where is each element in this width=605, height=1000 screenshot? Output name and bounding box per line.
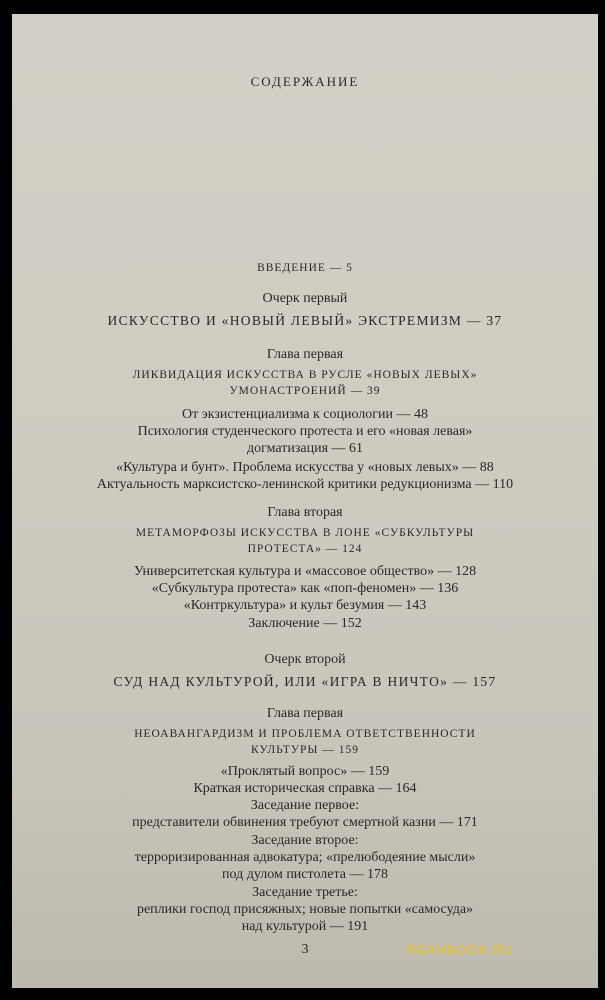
toc-item: терроризированная адвокатура; «прелюбодеяние мысли» [134, 850, 476, 865]
toc-item: Актуальность марксистско-ленинской критики редукционизма — 110 [96, 477, 514, 492]
essay1-ch1-title-line1: ЛИКВИДАЦИЯ ИСКУССТВА В РУСЛЕ «НОВЫХ ЛЕВЫХ» [132, 369, 478, 381]
essay1-ch2-title-line2: ПРОТЕСТА» — 124 [247, 543, 363, 555]
essay2-label: Очерк второй [264, 652, 346, 667]
toc-heading: СОДЕРЖАНИЕ [250, 74, 360, 89]
essay2-ch1-title-line1: НЕОАВАНГАРДИЗМ И ПРОБЛЕМА ОТВЕТСТВЕННОСТИ [134, 728, 476, 740]
page-number: 3 [301, 942, 309, 957]
toc-item: Заседание первое: [250, 798, 360, 813]
essay1-label: Очерк первый [262, 291, 348, 306]
essay1-ch2-label: Глава вторая [267, 505, 343, 520]
toc-item: Психология студенческого протеста и его «новая левая» [137, 424, 473, 439]
essay2-ch1-label: Глава первая [266, 706, 344, 721]
toc-item: «Культура и бунт». Проблема искусства у «новых левых» — 88 [116, 460, 494, 475]
toc-item: представители обвинения требуют смертной казни — 171 [132, 815, 478, 830]
essay1-ch1-title-line2: УМОНАСТРОЕНИЙ — 39 [229, 385, 381, 397]
essay1-ch2-title-line1: МЕТАМОРФОЗЫ ИСКУССТВА В ЛОНЕ «СУБКУЛЬТУРЫ [135, 527, 475, 539]
toc-item: под дулом пистолета — 178 [222, 867, 388, 882]
toc-item: Университетская культура и «массовое общество» — 128 [133, 564, 477, 579]
toc-item: догматизация — 61 [246, 441, 364, 456]
essay1-ch1-label: Глава первая [266, 347, 344, 362]
toc-item: От экзистенциализма к социологии — 48 [181, 407, 429, 422]
essay2-ch1-title-line2: КУЛЬТУРЫ — 159 [251, 744, 359, 756]
toc-item: реплики господ присяжных; новые попытки «самосуда» [136, 902, 474, 917]
watermark-logo: REANBOOK.RU [407, 942, 515, 957]
essay2-title: СУД НАД КУЛЬТУРОЙ, ИЛИ «ИГРА В НИЧТО» — 157 [113, 674, 497, 689]
intro-entry: ВВЕДЕНИЕ — 5 [257, 262, 353, 274]
toc-item: над культурой — 191 [241, 919, 369, 934]
toc-item: «Субкультура протеста» как «поп-феномен» — 136 [151, 581, 459, 596]
toc-item: Заседание второе: [251, 833, 359, 848]
essay1-title: ИСКУССТВО И «НОВЫЙ ЛЕВЫЙ» ЭКСТРЕМИЗМ — 37 [107, 313, 503, 328]
toc-item: «Проклятый вопрос» — 159 [220, 764, 390, 779]
toc-item: Краткая историческая справка — 164 [193, 781, 417, 796]
toc-item: «Контркультура» и культ безумия — 143 [183, 598, 427, 613]
toc-item: Заключение — 152 [248, 616, 362, 631]
toc-item: Заседание третье: [252, 885, 358, 900]
book-page [12, 14, 598, 988]
